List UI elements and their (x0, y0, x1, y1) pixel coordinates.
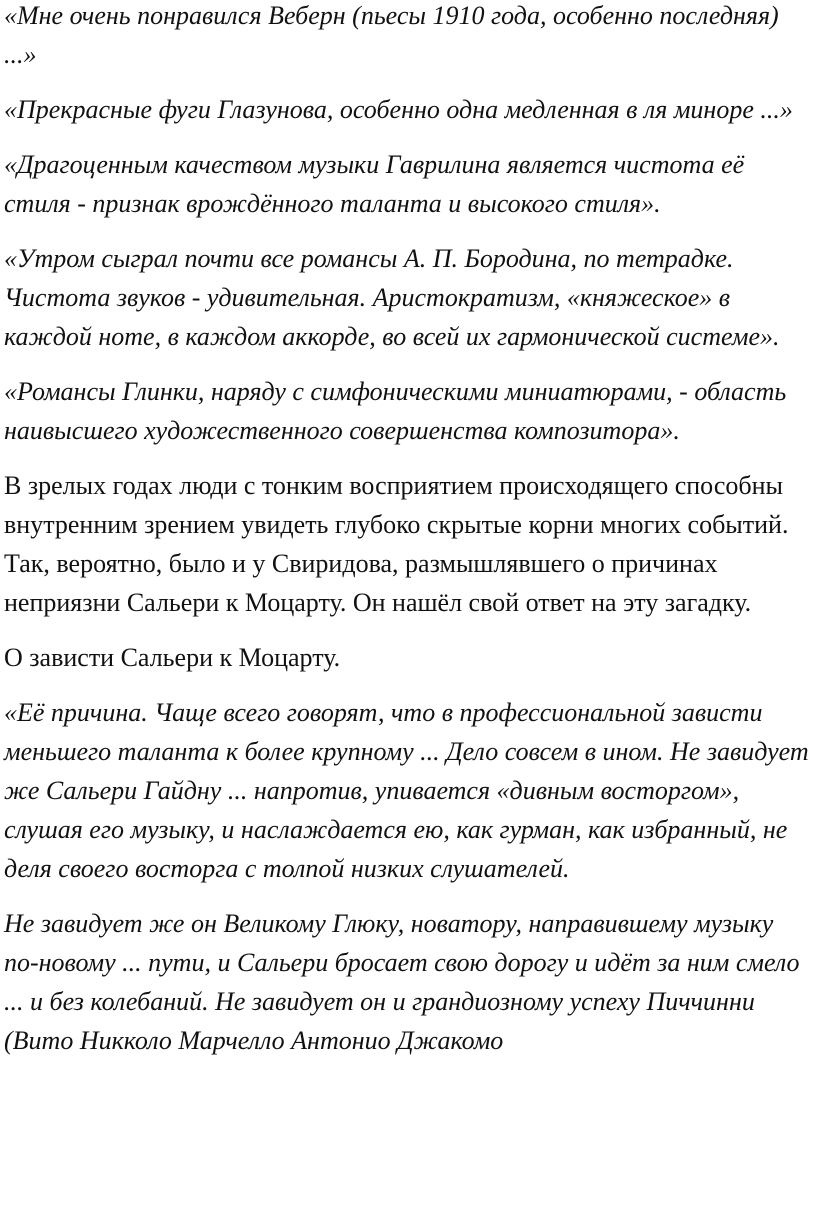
quote-webern: «Мне очень понравился Веберн (пьесы 1910 года, особенно последняя) ...» (4, 1, 779, 69)
quote-glinka: «Романсы Глинки, наряду с симфоническими миниатюрами, - область наивысшего художественного совершенства композитора». (4, 377, 787, 445)
quote-gavrilin: «Драгоценным качеством музыки Гаврилина является чистота её стиля - признак врождённого таланта и высокого стиля». (4, 150, 745, 218)
quote-gluck-piccinni: Не завидует же он Великому Глюку, новатору, направившему музыку по-новому ... пути, и Сальери бросает свою дорогу и идёт за ним смело ... и без колебаний. Не завидует он и грандиозному успеху Пиччинни (Вито Никколо Марчелло Антонио Джакомо (4, 909, 800, 1055)
quote-borodin: «Утром сыграл почти все романсы А. П. Бородина, по тетрадке. Чистота звуков - удивительная. Аристократизм, «княжеское» в каждой ноте, в каждом аккорде, во всей их гармонической системе». (4, 244, 780, 351)
quote-glazunov: «Прекрасные фуги Глазунова, особенно одна медленная в ля миноре ...» (4, 95, 793, 124)
quote-envy-reason: «Её причина. Чаще всего говорят, что в профессиональной зависти меньшего таланта к более крупному ... Дело совсем в ином. Не завидует же Сальери Гайдну ... напротив, упивается «дивным восторгом», слушая его музыку, и наслаждается ею, как гурман, как избранный, не деля своего восторга с толпой низких слушателей. (4, 698, 809, 883)
section-heading-salieri-envy: О зависти Сальери к Моцарту. (4, 643, 341, 672)
body-paragraph-mature-years: В зрелых годах люди с тонким восприятием происходящего способны внутренним зрением увидеть глубоко скрытые корни многих событий. Так, вероятно, было и у Свиридова, размышлявшего о причинах неприязни Сальери к Моцарту. Он нашёл свой ответ на эту загадку. (4, 471, 789, 617)
